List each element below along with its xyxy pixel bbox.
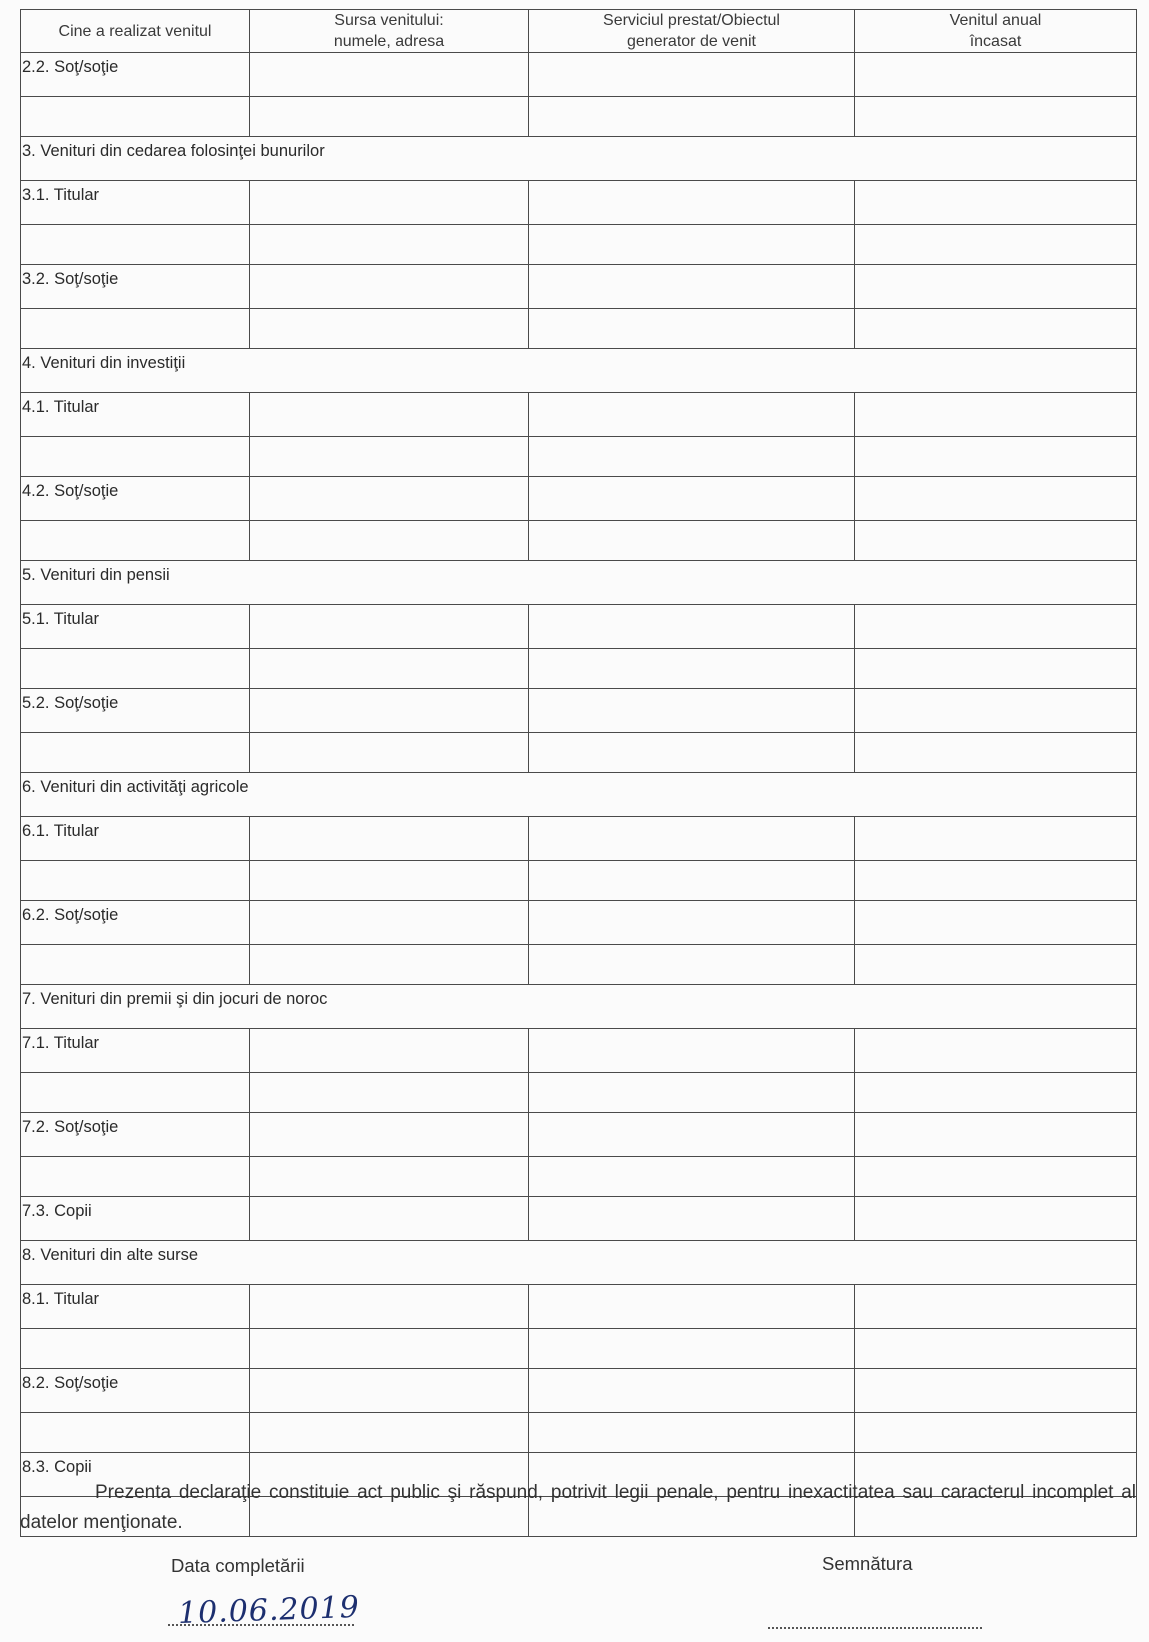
table-cell [21,649,250,689]
table-cell [250,1029,529,1073]
table-cell [529,1157,855,1197]
section-title-4: 4. Venituri din investiţii [21,349,1137,393]
date-dotted-line [168,1624,354,1626]
table-cell [855,1197,1137,1241]
table-cell [855,53,1137,97]
table-row [21,1369,1137,1413]
table-cell [21,97,250,137]
table-row [21,437,1137,477]
row-label-3-1: 3.1. Titular [21,181,250,225]
table-cell [250,861,529,901]
table-cell [529,733,855,773]
table-cell [529,817,855,861]
table-cell [529,97,855,137]
table-cell [250,649,529,689]
table-cell [250,265,529,309]
row-label-4-2: 4.2. Soţ/soţie [21,477,250,521]
table-cell [529,53,855,97]
row-label-5-2: 5.2. Soţ/soţie [21,689,250,733]
table-cell [855,861,1137,901]
table-row [21,1197,1137,1241]
table-cell [250,1197,529,1241]
table-cell [855,605,1137,649]
row-label-6-2: 6.2. Soţ/soţie [21,901,250,945]
table-cell [250,477,529,521]
table-row [21,605,1137,649]
table-cell [21,945,250,985]
table-cell [250,1285,529,1329]
row-label-6-1: 6.1. Titular [21,817,250,861]
table-cell [250,1073,529,1113]
table-cell [529,1285,855,1329]
table-cell [250,1113,529,1157]
table-cell [250,945,529,985]
table-row [21,225,1137,265]
table-cell [529,605,855,649]
table-cell [250,309,529,349]
section-title-5: 5. Venituri din pensii [21,561,1137,605]
table-cell [529,437,855,477]
table-cell [21,1157,250,1197]
table-row [21,733,1137,773]
table-cell [250,901,529,945]
table-row [21,181,1137,225]
table-row [21,1413,1137,1453]
declaration-statement: Prezenta declaraţie constituie act public şi răspund, potrivit legii penale, pentru inexactitatea sau caracterul incomplet al datelor menţionate. [20,1482,1136,1533]
table-cell [855,689,1137,733]
table-cell [250,53,529,97]
table-cell [855,1157,1137,1197]
section-title-6: 6. Venituri din activităţi agricole [21,773,1137,817]
table-cell [855,649,1137,689]
table-cell [529,477,855,521]
table-cell [250,393,529,437]
table-cell [529,1029,855,1073]
table-cell [529,225,855,265]
row-label-8-1: 8.1. Titular [21,1285,250,1329]
table-cell [250,225,529,265]
header-income [855,10,1137,53]
header-source-line2: numele, adresa [333,33,445,50]
table-cell [855,1369,1137,1413]
table-cell [250,437,529,477]
table-cell [21,733,250,773]
table-cell [250,1369,529,1413]
section-row [21,985,1137,1029]
table-cell [21,437,250,477]
table-cell [529,265,855,309]
section-row [21,137,1137,181]
header-service [529,10,855,53]
table-row [21,1157,1137,1197]
table-cell [250,605,529,649]
table-cell [529,1073,855,1113]
row-label-5-1: 5.1. Titular [21,605,250,649]
table-cell [250,689,529,733]
table-row [21,393,1137,437]
table-cell [855,1113,1137,1157]
table-cell [855,225,1137,265]
table-cell [855,1073,1137,1113]
row-label-7-2: 7.2. Soţ/soţie [21,1113,250,1157]
table-cell [529,945,855,985]
header-service-line2: generator de venit [627,33,756,50]
table-row [21,689,1137,733]
table-row [21,53,1137,97]
table-cell [529,1413,855,1453]
table-cell [250,1329,529,1369]
table-cell [855,1285,1137,1329]
row-label-8-2: 8.2. Soţ/soţie [21,1369,250,1413]
table-cell [855,309,1137,349]
row-label-2-2: 2.2. Soţ/soţie [21,53,250,97]
header-income-line2: încasat [969,33,1022,50]
table-cell [250,1157,529,1197]
table-cell [21,1073,250,1113]
table-header-row [21,10,1137,53]
table-row [21,309,1137,349]
header-service-line1: Serviciul prestat/Obiectul [603,12,780,29]
table-row [21,477,1137,521]
table-row [21,649,1137,689]
table-cell [21,861,250,901]
handwritten-date: 10.06.2019 [177,1589,361,1632]
table-cell [855,521,1137,561]
section-row [21,773,1137,817]
table-cell [529,309,855,349]
header-who: Cine a realizat venitul [21,10,250,53]
table-cell [855,733,1137,773]
row-label-8-3: 8.3. Copii [21,1453,250,1497]
table-cell [855,181,1137,225]
table-cell [21,1413,250,1453]
table-cell [529,1329,855,1369]
table-row [21,1073,1137,1113]
table-cell [855,477,1137,521]
table-cell [250,817,529,861]
row-label-4-1: 4.1. Titular [21,393,250,437]
table-cell [529,861,855,901]
table-cell [855,97,1137,137]
table-cell [529,901,855,945]
table-row [21,1329,1137,1369]
section-row [21,561,1137,605]
header-source-line1: Sursa venitului: [334,12,444,29]
row-label-3-2: 3.2. Soţ/soţie [21,265,250,309]
section-title-7: 7. Venituri din premii şi din jocuri de noroc [21,985,1137,1029]
table-cell [855,265,1137,309]
table-cell [21,521,250,561]
table-cell [529,521,855,561]
table-cell [855,1329,1137,1369]
table-cell [529,689,855,733]
section-row [21,349,1137,393]
income-table [20,9,1137,1537]
row-label-7-3: 7.3. Copii [21,1197,250,1241]
header-income-line1: Venitul anual [949,12,1042,29]
table-row [21,265,1137,309]
table-cell [250,521,529,561]
row-label-7-1: 7.1. Titular [21,1029,250,1073]
table-row [21,1029,1137,1073]
table-cell [855,817,1137,861]
header-source [250,10,529,53]
table-row [21,817,1137,861]
table-cell [21,309,250,349]
table-cell [529,1369,855,1413]
table-cell [529,649,855,689]
table-cell [250,733,529,773]
table-cell [855,1413,1137,1453]
table-row [21,521,1137,561]
table-cell [21,1329,250,1369]
table-row [21,901,1137,945]
table-row [21,945,1137,985]
table-row [21,1113,1137,1157]
table-cell [855,1029,1137,1073]
signature-label: Semnătura [822,1553,913,1574]
table-cell [529,393,855,437]
table-row [21,861,1137,901]
section-row [21,1241,1137,1285]
table-cell [855,437,1137,477]
table-cell [855,901,1137,945]
table-cell [250,1413,529,1453]
table-cell [529,1197,855,1241]
section-title-8: 8. Venituri din alte surse [21,1241,1137,1285]
table-cell [529,1113,855,1157]
section-title-3: 3. Venituri din cedarea folosinţei bunurilor [21,137,1137,181]
table-row [21,97,1137,137]
table-cell [855,393,1137,437]
table-cell [21,225,250,265]
date-label: Data completării [171,1555,305,1576]
signature-dotted-line [768,1627,982,1629]
table-row [21,1285,1137,1329]
table-cell [250,97,529,137]
table-cell [529,181,855,225]
table-cell [250,181,529,225]
table-cell [855,945,1137,985]
